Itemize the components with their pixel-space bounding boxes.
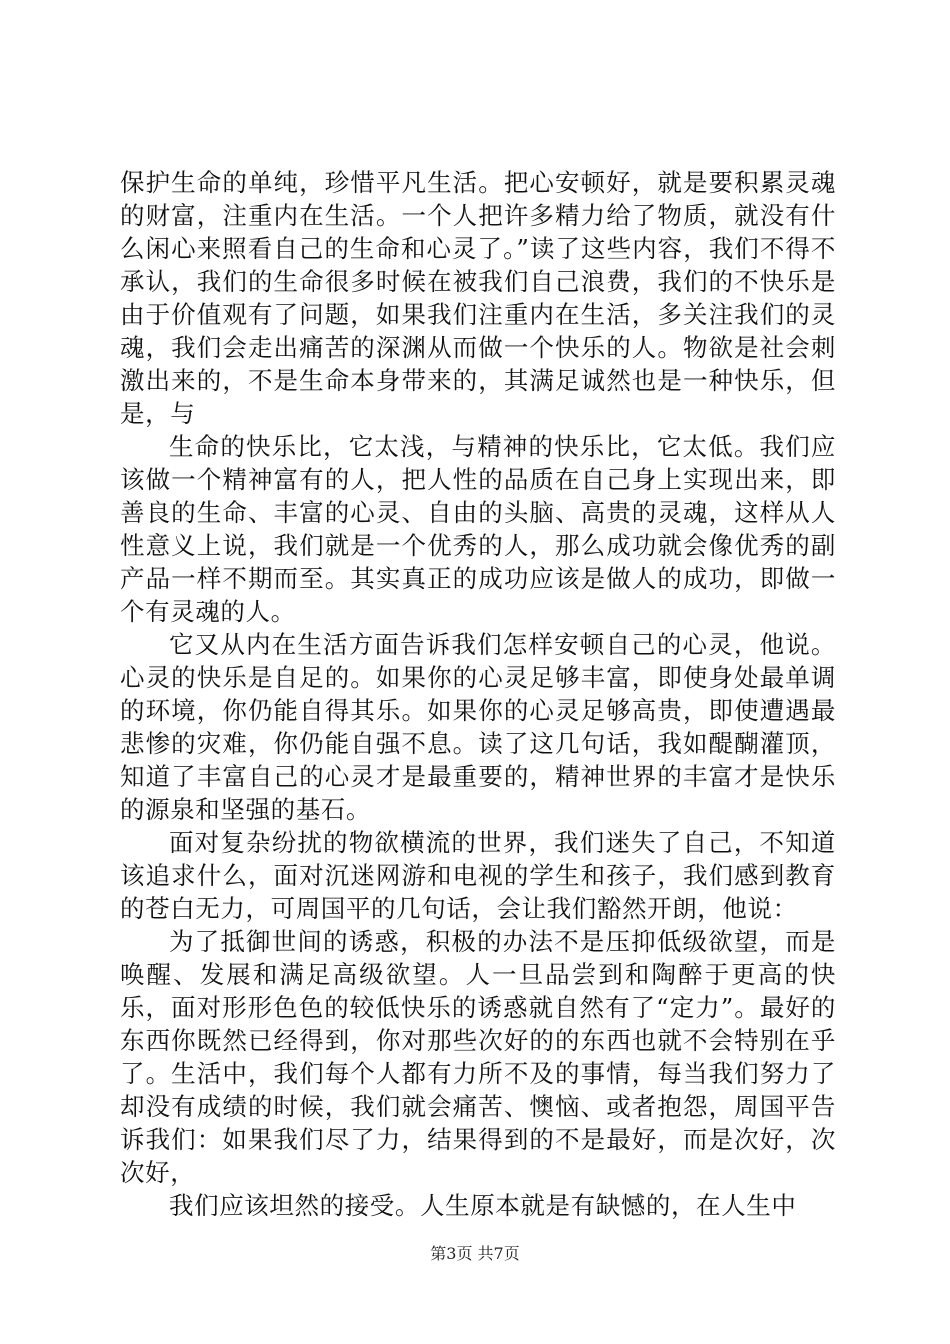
paragraph-6: 我们应该坦然的接受。人生原本就是有缺憾的，在人生中: [169, 1191, 797, 1220]
paragraph-1: 保护生命的单纯，珍惜平凡生活。把心安顿好，就是要积累灵魂的财富，注重内在生活。一个人把许多精力给了物质，就没有什么闲心来照看自己的生命和心灵了。”读了这些内容，我们不得不承认，我们的生命很多时候在被我们自己浪费，我们的不快乐是由于价值观有了问题，如果我们注重内在生活，多关注我们的灵魂，我们会走出痛苦的深渊从而做一个快乐的人。物欲是社会刺激出来的，不是生命本身带来的，其满足诚然也是一种快乐，但是，与: [120, 168, 836, 428]
document-body: [120, 166, 836, 1222]
paragraph-4: 面对复杂纷扰的物欲横流的世界，我们迷失了自己，不知道该追求什么，面对沉迷网游和电视的学生和孩子，我们感到教育的苍白无力，可周国平的几句话，会让我们豁然开朗，他说：: [120, 828, 836, 923]
paragraph-5: 为了抵御世间的诱惑，积极的办法不是压抑低级欲望，而是唤醒、发展和满足高级欲望。人一旦品尝到和陶醉于更高的快乐，面对形形色色的较低快乐的诱惑就自然有了“定力”。最好的东西你既然已经得到，你对那些次好的的东西也就不会特别在乎了。生活中，我们每个人都有力所不及的事情，每当我们努力了却没有成绩的时候，我们就会痛苦、懊恼、或者抱怨，周国平告诉我们：如果我们尽了力，结果得到的不是最好，而是次好，次次好，: [120, 927, 836, 1187]
paragraph-3: 它又从内在生活方面告诉我们怎样安顿自己的心灵，他说。心灵的快乐是自足的。如果你的心灵足够丰富，即使身处最单调的环境，你仍能自得其乐。如果你的心灵足够高贵，即使遭遇最悲惨的灾难，你仍能自强不息。读了这几句话，我如醍醐灌顶，知道了丰富自己的心灵才是最重要的，精神世界的丰富才是快乐的源泉和坚强的基石。: [120, 630, 836, 824]
paragraph-2: 生命的快乐比，它太浅，与精神的快乐比，它太低。我们应该做一个精神富有的人，把人性的品质在自己身上实现出来，即善良的生命、丰富的心灵、自由的头脑、高贵的灵魂，这样从人性意义上说，我们就是一个优秀的人，那么成功就会像优秀的副产品一样不期而至。其实真正的成功应该是做人的成功，即做一个有灵魂的人。: [120, 432, 836, 626]
page-number-footer: 第3页 共7页: [430, 1244, 520, 1263]
